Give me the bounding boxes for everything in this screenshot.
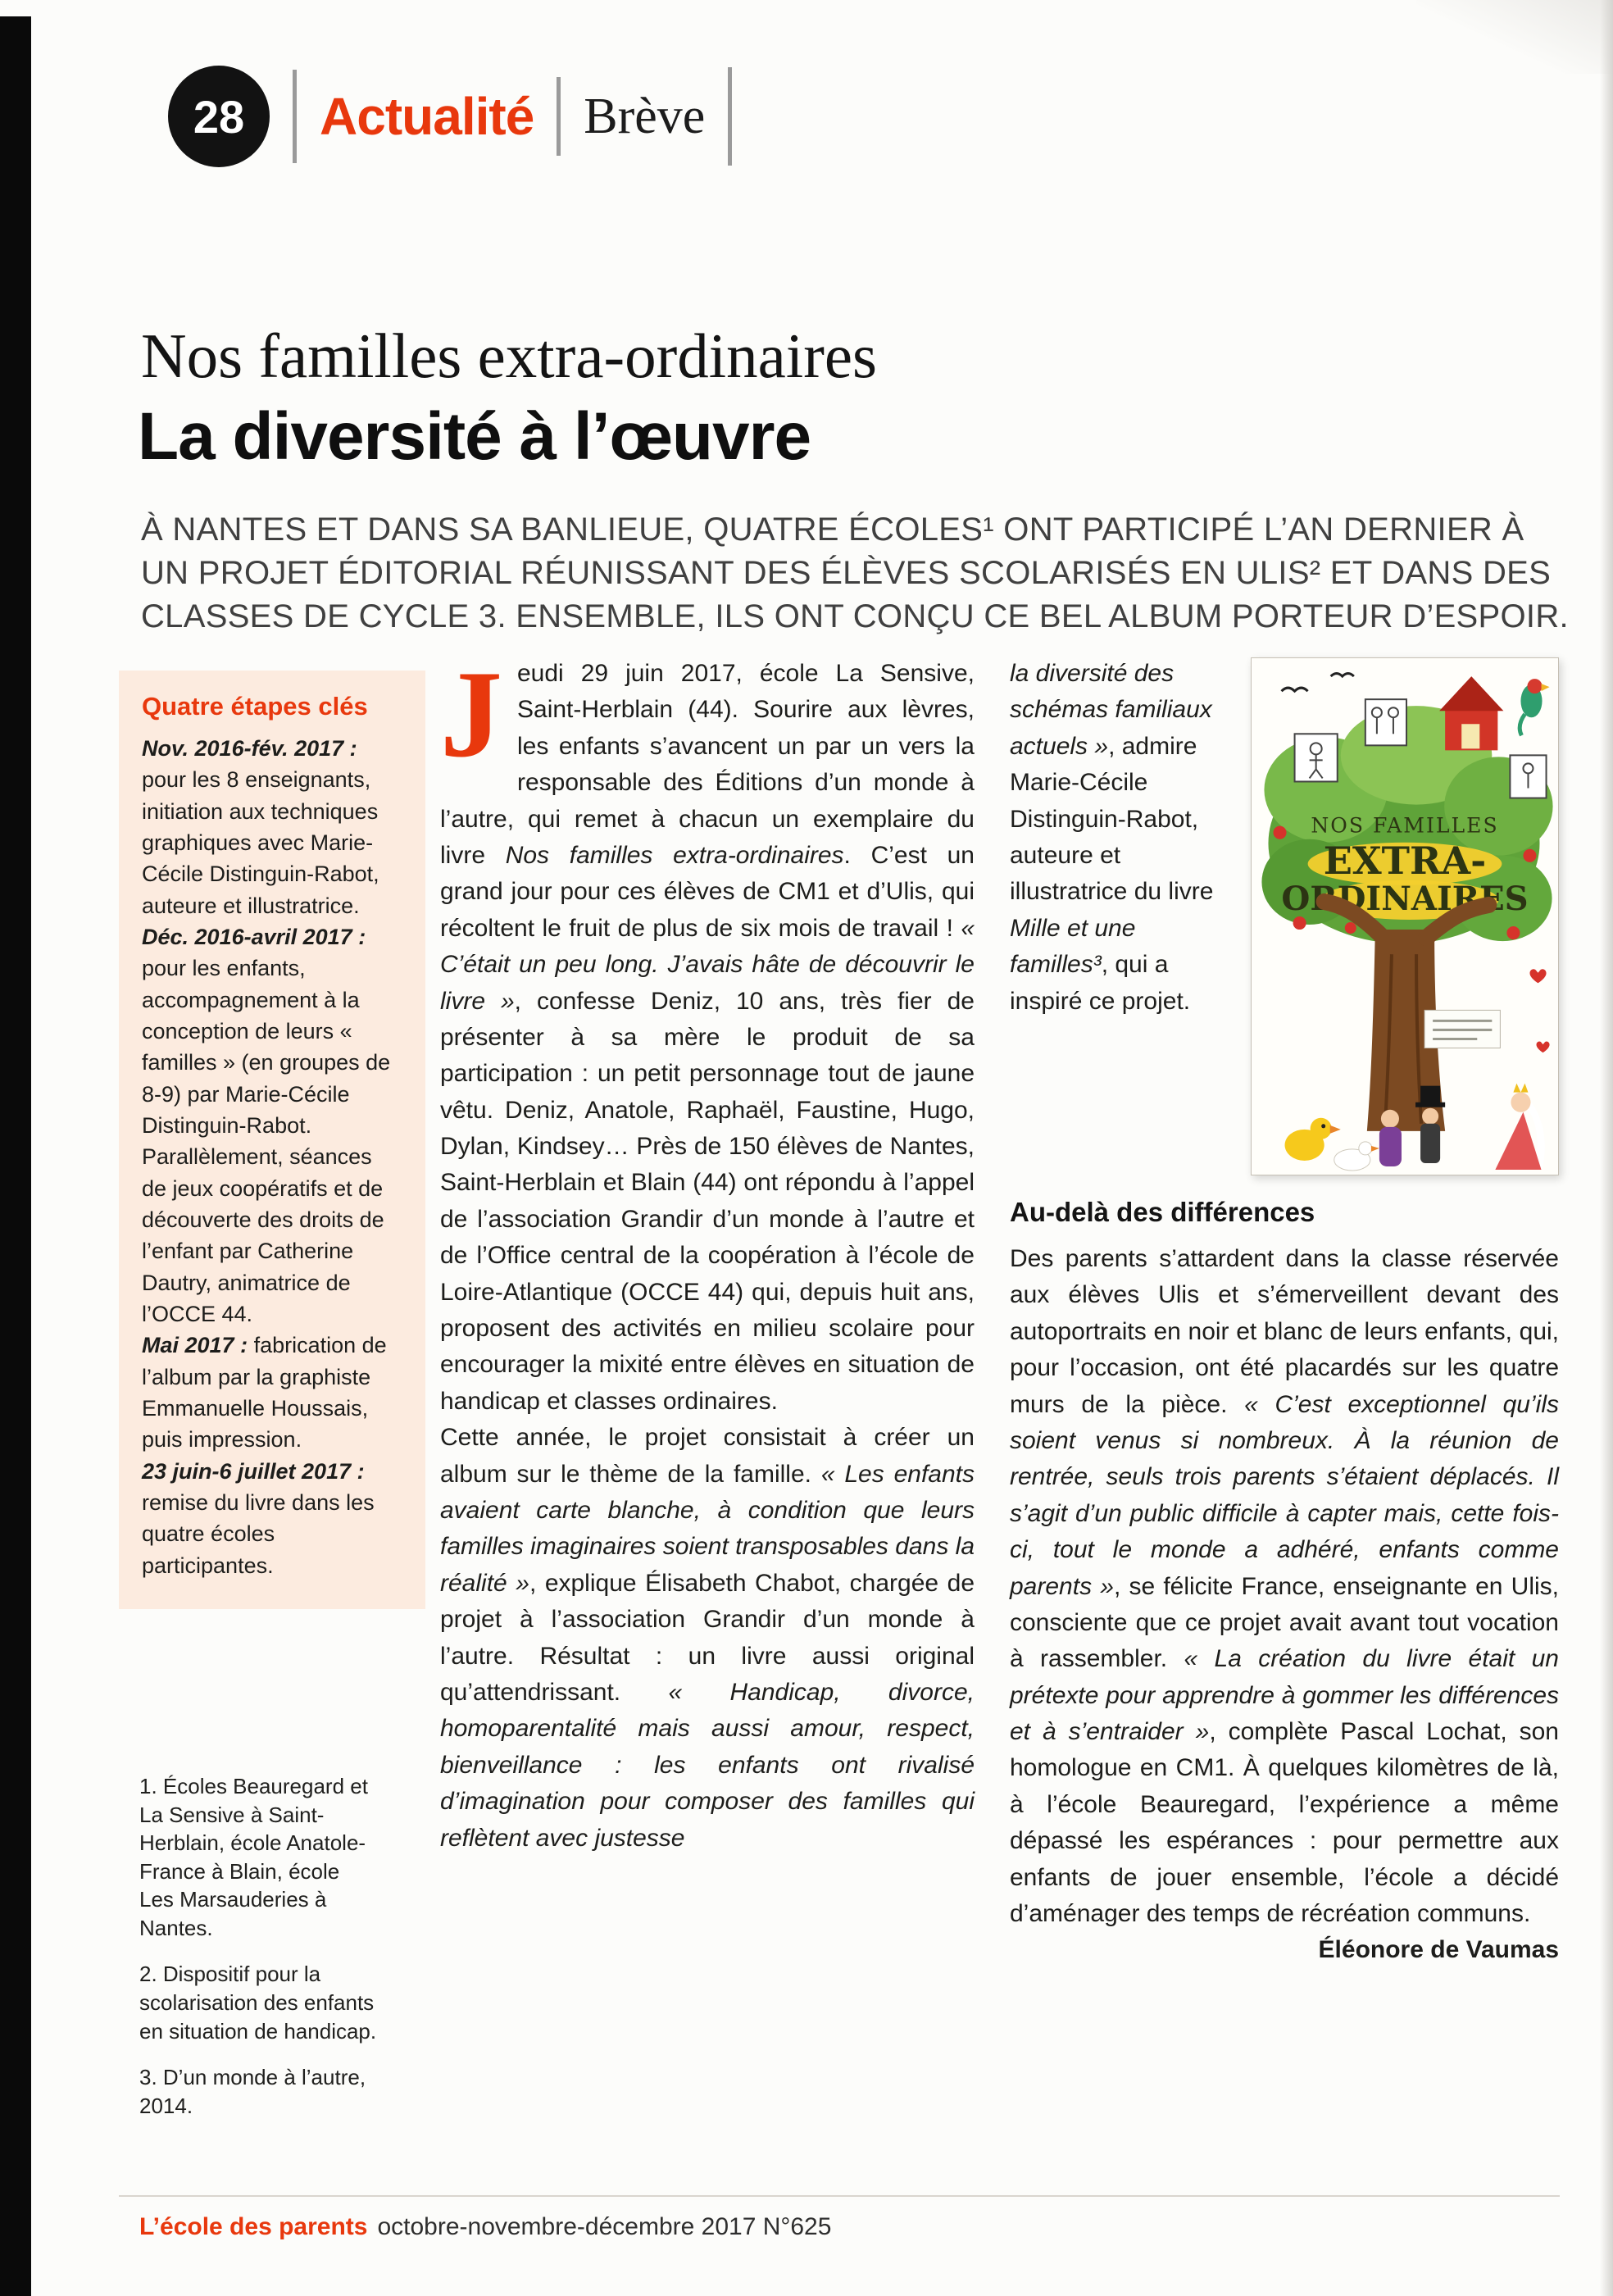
- article-standfirst: À NANTES ET DANS SA BANLIEUE, QUATRE ÉCOLES¹ ONT PARTICIPÉ L’AN DERNIER À UN PROJET ÉDITORIAL RÉUNISSANT DES ÉLÈVES SCOLARISÉS EN ULIS² ET DANS DES CLASSES DE CYCLE 3. ENSEMBLE, ILS ONT CONÇU CE BEL ALBUM PORTEUR D’ESPOIR.: [141, 511, 1569, 635]
- page-number: 28: [193, 90, 245, 143]
- step-date: Mai 2017 :: [142, 1333, 248, 1358]
- section-label: Actualité: [320, 87, 534, 146]
- page-header: [168, 62, 732, 170]
- book-cover-title-line1: NOS FAMILLES: [1311, 813, 1499, 838]
- step-text: pour les 8 enseignants, initiation aux techniques graphiques avec Marie-Cécile Distinguin-Rabot, auteure et illustratrice.: [142, 767, 379, 918]
- step-text: remise du livre dans les quatre écoles participantes.: [142, 1489, 375, 1578]
- step-date: Déc. 2016-avril 2017 :: [142, 924, 366, 949]
- article-kicker: Nos familles extra-ordinaires: [141, 321, 878, 391]
- book-cover-title-line3: ORDINAIRES: [1281, 879, 1529, 918]
- header-separator: [293, 70, 297, 163]
- issue-info: octobre-novembre-décembre 2017 N°625: [377, 2213, 832, 2240]
- sidebar-step: [142, 1456, 402, 1581]
- paragraph: [440, 645, 975, 1420]
- sidebar-key-steps: [119, 671, 425, 1609]
- step-text: pour les enfants, accompagnement à la conception de leurs « familles » (en groupes de 8-9) par Marie-Cécile Distinguin-Rabot. Parallèlement, séances de jeux coopératifs et de découverte des droits de l’enfant par Catherine Dautry, animatrice de l’OCCE 44.: [142, 956, 391, 1326]
- paragraph: la diversité des schémas familiaux actuels », admire Marie-Cécile Distinguin-Rabot, auteure et illustratrice du livre Mille et une familles³, qui a inspiré ce projet.: [1010, 660, 1214, 1015]
- figure-purple: [1379, 1110, 1402, 1166]
- book-cover-title-line2: EXTRA-: [1323, 838, 1487, 883]
- article-column-center: [440, 645, 975, 1857]
- drop-cap: J: [440, 645, 502, 783]
- paragraph: Cette année, le projet consistait à créer un album sur le thème de la famille. « Les enfants avaient carte blanche, à condition que leurs familles imaginaires soient transposables dans la réalité », explique Élisabeth Chabot, chargée de projet à l’association Grandir d’un monde à l’autre. Résultat : un livre aussi original qu’attendrissant. « Handicap, divorce, homoparentalité mais aussi amour, respect, bienveillance : les enfants ont rivalisé d’imagination pour composer des familles qui reflètent avec justesse: [440, 1424, 975, 1852]
- paragraph-text: Des parents s’attardent dans la classe réservée aux élèves Ulis et s’émerveillent devant des autoportraits en noir et blanc de leurs enfants, qui, pour l’occasion, ont été placardés sur les quatre murs de la pièce. « C’est exceptionnel qu’ils soient venus si nombreux. À la réunion de rentrée, seuls trois parents s’étaient déplacés. Il s’agit d’un public difficile à capter mais, cette fois-ci, tout le monde a adhéré, enfants comme parents », se félicite France, enseignante en Ulis, consciente que ce projet avait avant tout vocation à rassembler. « La création du livre était un prétexte pour apprendre à gommer les différences et à s’entraider », complète Pascal Lochat, son homologue en CM1. À quelques kilomètres de là, à l’école Beauregard, l’expérience a même dépassé les espérances : pour permettre aux enfants de jouer ensemble, l’école a décidé d’aménager des temps de récréation communs.: [1010, 1245, 1559, 1928]
- sidebar-title: Quatre étapes clés: [142, 692, 368, 721]
- rubric-label: Brève: [584, 88, 706, 144]
- header-separator: [557, 77, 561, 156]
- footnotes: [139, 1772, 379, 2138]
- magazine-name: L’école des parents: [139, 2213, 368, 2240]
- sidebar-step: [142, 921, 402, 1330]
- scan-corner-shadow: [1416, 0, 1613, 74]
- paragraph-text: eudi 29 juin 2017, école La Sensive, Saint-Herblain (44). Sourire aux lèvres, les enfants s’avancent un par un vers la responsable des Éditions d’un monde à l’autre, qui remet à chacun un exemplaire du livre Nos familles extra-ordinaires. C’est un grand jour pour ces élèves de CM1 et d’Ulis, qui récoltent le fruit de plus de six mois de travail ! « C’était un peu long. J’avais hâte de découvrir le livre », confesse Deniz, 10 ans, très fier de présenter à sa mère le produit de sa participation : un petit personnage tout de jaune vêtu. Deniz, Anatole, Raphaël, Faustine, Hugo, Dylan, Kindsey… Près de 150 élèves de Nantes, Saint-Herblain et Blain (44) ont répondu à l’appel de l’association Grandir d’un monde à l’autre et de l’Office central de la coopération à l’école de Loire-Atlantique (OCCE 44) qui, depuis huit ans, proposent des activités en milieu scolaire pour encourager la mixité entre élèves en situation de handicap et classes ordinaires.: [440, 660, 975, 1415]
- scan-edge-right: [1600, 0, 1613, 2296]
- step-text: fabrication de l’album par la graphiste Emmanuelle Houssais, puis impression.: [142, 1333, 387, 1453]
- page-footer: [139, 2213, 831, 2241]
- sidebar-step: [142, 733, 402, 921]
- scan-edge-left: [0, 16, 31, 2296]
- footnote: 3. D’un monde à l’autre, 2014.: [139, 2065, 366, 2118]
- step-date: 23 juin-6 juillet 2017 :: [142, 1458, 365, 1484]
- footnote: 1. Écoles Beauregard et La Sensive à Saint-Herblain, école Anatole-France à Blain, école Les Marsauderies à Nantes.: [139, 1774, 368, 1940]
- byline: Éléonore de Vaumas: [1318, 1936, 1559, 1964]
- trunk-label: [1424, 1010, 1500, 1048]
- book-cover-photo: [1251, 657, 1559, 1175]
- page-number-badge: [168, 66, 270, 167]
- sidebar-step: [142, 1330, 402, 1455]
- paragraph: [1010, 1241, 1559, 1964]
- article-column-right: [1010, 656, 1559, 1969]
- footnote: 2. Dispositif pour la scolarisation des enfants en situation de handicap.: [139, 1962, 377, 2044]
- section-heading: Au-delà des différences: [1010, 1197, 1315, 1227]
- article-title: La diversité à l’œuvre: [138, 399, 811, 474]
- step-date: Nov. 2016-fév. 2017 :: [142, 736, 357, 761]
- footer-rule: [119, 2195, 1560, 2197]
- book-cover-illustration: [1252, 658, 1558, 1175]
- header-separator: [728, 67, 732, 166]
